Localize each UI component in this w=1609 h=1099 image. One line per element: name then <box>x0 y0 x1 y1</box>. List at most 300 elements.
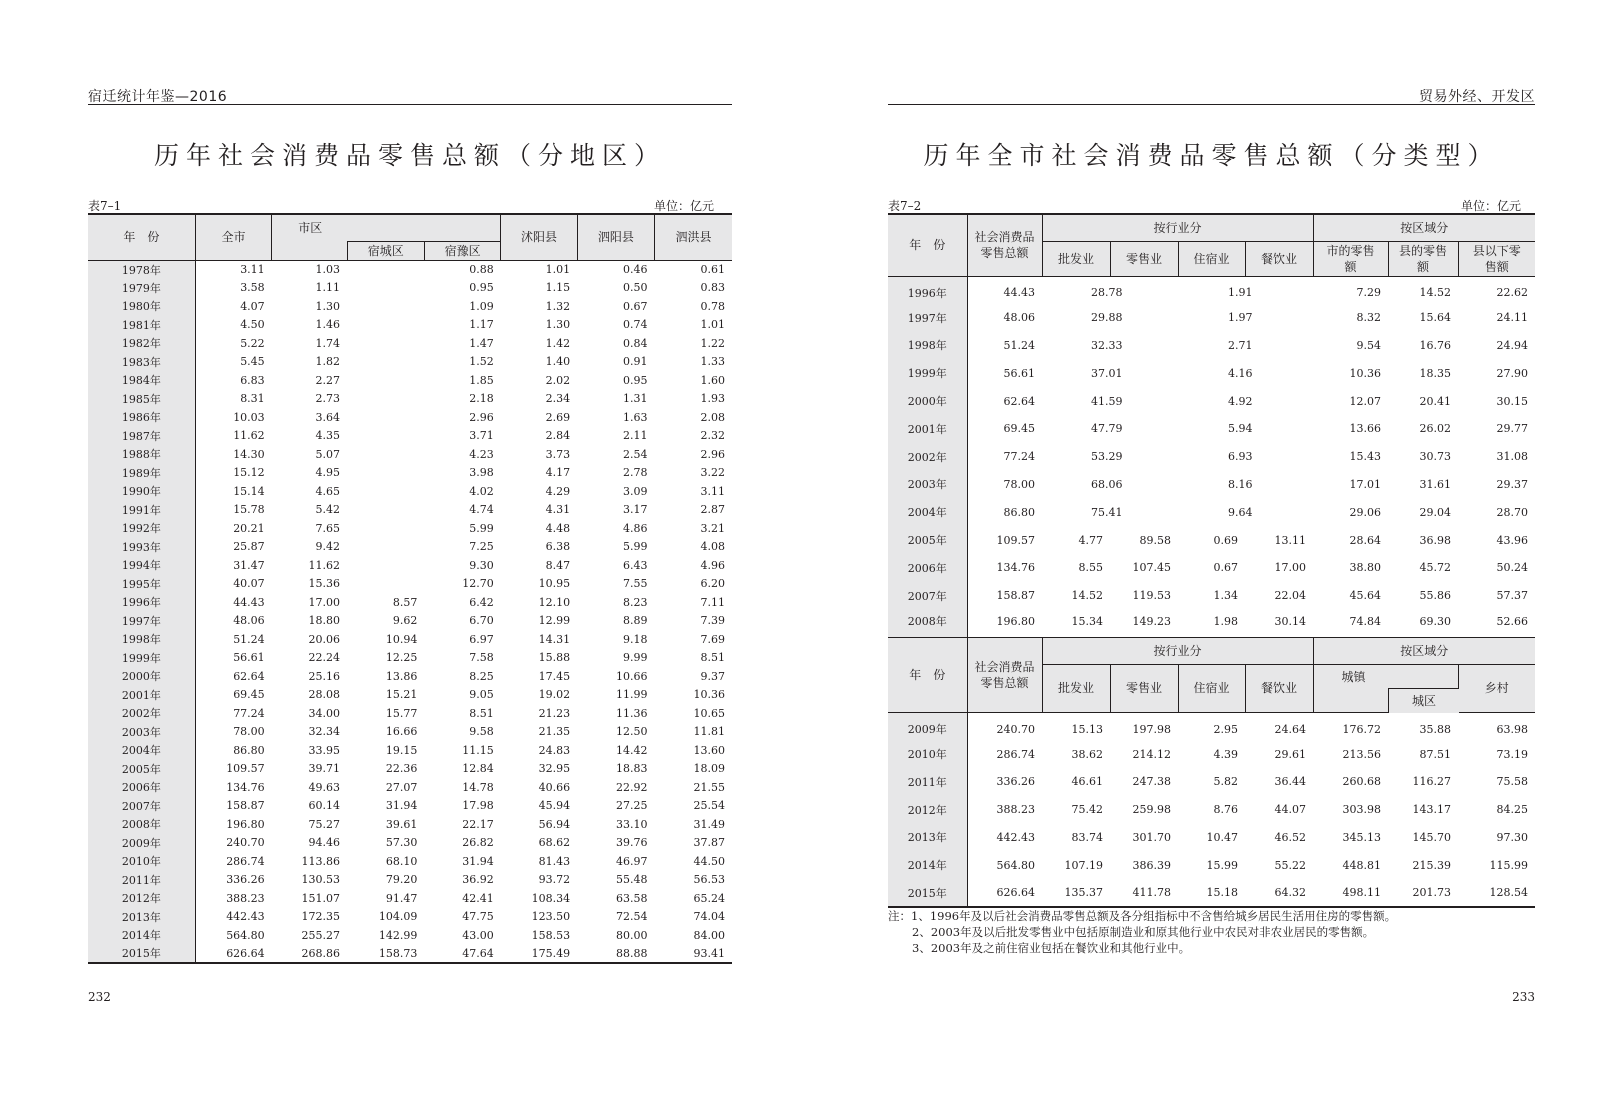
unit-label: 单位：亿元 <box>653 199 714 213</box>
cell-sucheng: 9.62 <box>392 614 418 628</box>
cell-town: 260.68 <box>1342 775 1382 789</box>
page-number: 233 <box>1512 990 1535 1004</box>
cell-sucheng: 158.73 <box>347 945 424 964</box>
cell-retail: 259.98 <box>1132 803 1171 817</box>
cell-retail: 301.70 <box>1132 830 1171 844</box>
cell-city: 10.03 <box>233 410 265 424</box>
cell-county-retail: 36.98 <box>1419 533 1452 547</box>
table-row <box>88 408 732 427</box>
col-header-urban-area-label: 城区 <box>1412 694 1437 709</box>
cell-shuyang: 158.53 <box>531 928 571 942</box>
cell-urban: 34.00 <box>308 706 341 720</box>
table-code: 表7–1 <box>88 199 122 213</box>
col-header-rural: 乡村 <box>1458 664 1535 712</box>
cell-siyang: 0.46 <box>623 263 648 276</box>
cell-sihong: 10.36 <box>693 688 725 702</box>
cell-shuyang: 12.99 <box>538 614 571 628</box>
note-line: 3、2003年及之前住宿业包括在餐饮业和其他行业中。 <box>912 941 1191 955</box>
row-year: 2003年 <box>888 471 967 499</box>
row-year: 2007年 <box>888 582 967 610</box>
cell-total: 240.70 <box>996 722 1035 736</box>
row-year: 2015年 <box>888 879 967 907</box>
cell-town: 498.11 <box>1313 879 1388 907</box>
cell-urban: 28.08 <box>308 688 341 702</box>
row-year: 1999年 <box>888 359 967 387</box>
cell-total: 442.43 <box>996 830 1035 844</box>
cell-retail: 119.53 <box>1132 589 1171 603</box>
cell-urban: 2.73 <box>315 392 341 406</box>
unit-label: 单位：亿元 <box>1460 199 1521 213</box>
cell-urban: 33.95 <box>308 743 341 757</box>
cell-sihong: 0.78 <box>700 299 725 313</box>
row-year: 2012年 <box>88 889 195 908</box>
cell-sucheng: 8.57 <box>392 595 418 609</box>
cell-sihong: 0.61 <box>700 263 725 276</box>
table-row <box>888 824 1535 852</box>
cell-sihong: 7.69 <box>700 632 725 646</box>
cell-shuyang: 56.94 <box>538 817 571 831</box>
cell-shuyang: 2.69 <box>545 410 571 424</box>
col-header-retail: 零售业 <box>1110 241 1178 276</box>
cell-catering: 24.64 <box>1274 722 1307 736</box>
row-year: 1994年 <box>88 556 195 575</box>
cell-shuyang: 4.17 <box>545 466 571 480</box>
cell-total: 336.26 <box>996 775 1035 789</box>
cell-county-retail: 20.41 <box>1419 394 1452 408</box>
cell-suyu: 3.98 <box>469 466 494 480</box>
table-row <box>88 371 732 390</box>
table-row <box>888 415 1535 443</box>
cell-rural: 115.99 <box>1489 858 1529 872</box>
cell-catering: 64.32 <box>1245 879 1313 907</box>
cell-lodging: 0.69 <box>1213 533 1238 547</box>
row-year: 2005年 <box>888 526 967 554</box>
row-year: 2015年 <box>88 945 195 964</box>
cell-below-county: 24.11 <box>1496 311 1529 325</box>
cell-sihong: 1.01 <box>700 318 725 332</box>
cell-county-retail: 45.72 <box>1419 561 1452 575</box>
cell-sucheng: 13.86 <box>385 669 418 683</box>
cell-siyang: 0.84 <box>623 336 648 350</box>
col-header-retail: 零售业 <box>1110 664 1178 712</box>
cell-siyang: 9.18 <box>623 632 648 646</box>
cell-city: 240.70 <box>226 836 265 850</box>
row-year: 1984年 <box>88 371 195 390</box>
row-year: 2009年 <box>88 834 195 853</box>
cell-city-retail: 74.84 <box>1349 614 1382 628</box>
cell-catering: 29.61 <box>1274 747 1307 761</box>
row-year: 1981年 <box>88 316 195 335</box>
cell-city-retail: 29.06 <box>1349 505 1382 519</box>
col-header-county-retail: 县的零售额 <box>1388 241 1458 276</box>
cell-total: 48.06 <box>1003 311 1035 325</box>
cell-siyang: 10.66 <box>616 669 648 683</box>
row-year: 1978年 <box>88 260 195 279</box>
cell-urban: 20.06 <box>308 632 341 646</box>
row-year: 2011年 <box>888 768 967 796</box>
col-header-by-area: 按区域分 <box>1313 637 1535 664</box>
cell-wholesale-retail: 29.88 <box>1091 311 1123 325</box>
cell-lodging: 0.67 <box>1213 561 1238 575</box>
cell-city: 56.61 <box>233 651 265 665</box>
col-header-total: 社会消费品零售总额 <box>967 214 1042 276</box>
table-row <box>88 741 732 760</box>
cell-shuyang: 2.34 <box>545 392 571 406</box>
cell-retail: 247.38 <box>1132 775 1171 789</box>
col-header-catering: 餐饮业 <box>1245 241 1313 276</box>
cell-siyang: 88.88 <box>577 945 654 964</box>
cell-sucheng <box>347 371 424 390</box>
row-year: 1979年 <box>88 279 195 298</box>
cell-city-retail: 17.01 <box>1349 477 1382 491</box>
cell-shuyang: 21.35 <box>538 725 571 739</box>
row-year: 2008年 <box>888 610 967 638</box>
cell-wholesale-retail: 47.79 <box>1091 422 1123 436</box>
cell-wholesale: 15.13 <box>1071 722 1103 736</box>
cell-shuyang: 68.62 <box>538 836 571 850</box>
table-row <box>88 390 732 409</box>
table-row <box>88 427 732 446</box>
cell-suyu: 31.94 <box>462 854 494 868</box>
row-year: 2008年 <box>88 815 195 834</box>
row-year: 2009年 <box>888 712 967 740</box>
col-header-sihong: 泗洪县 <box>655 214 732 260</box>
col-header-sucheng: 宿城区 <box>347 241 424 260</box>
cell-sihong: 21.55 <box>693 780 725 794</box>
table-row <box>88 593 732 612</box>
cell-shuyang: 1.40 <box>545 355 571 369</box>
cell-total: 626.64 <box>967 879 1042 907</box>
col-header-suyu: 宿豫区 <box>424 241 500 260</box>
cell-siyang: 3.09 <box>623 484 648 498</box>
cell-county-retail: 18.35 <box>1419 366 1452 380</box>
cell-siyang: 3.17 <box>623 503 648 517</box>
row-year: 1997年 <box>888 304 967 332</box>
cell-sucheng <box>347 501 424 520</box>
cell-shuyang: 14.31 <box>538 632 571 646</box>
cell-lodging: 15.99 <box>1206 858 1238 872</box>
cell-siyang: 0.67 <box>623 299 648 313</box>
cell-county-retail: 31.61 <box>1419 477 1452 491</box>
cell-retail: 197.98 <box>1132 722 1171 736</box>
cell-urban-area: 201.73 <box>1388 879 1458 907</box>
cell-urban: 5.07 <box>315 447 341 461</box>
cell-siyang: 63.58 <box>616 891 648 905</box>
cell-city: 62.64 <box>233 669 265 683</box>
cell-wholesale: 38.62 <box>1071 747 1103 761</box>
table-row <box>888 443 1535 471</box>
cell-sihong: 9.37 <box>700 669 725 683</box>
cell-suyu: 22.17 <box>462 817 494 831</box>
cell-retail: 214.12 <box>1132 747 1171 761</box>
table-row <box>88 834 732 853</box>
cell-siyang: 0.74 <box>623 318 648 332</box>
cell-wholesale-retail: 37.01 <box>1091 366 1123 380</box>
cell-sihong: 65.24 <box>693 891 725 905</box>
cell-suyu: 2.96 <box>469 410 494 424</box>
cell-below-county: 29.77 <box>1496 422 1529 436</box>
table-row <box>88 945 732 964</box>
cell-rural: 128.54 <box>1458 879 1535 907</box>
cell-sucheng: 22.36 <box>385 762 418 776</box>
cell-city: 5.22 <box>240 336 265 350</box>
cell-below-county: 52.66 <box>1496 614 1529 628</box>
cell-city: 286.74 <box>226 854 265 868</box>
table-row <box>888 554 1535 582</box>
retail-sales-by-region-table <box>88 213 732 964</box>
cell-sihong: 7.11 <box>700 595 725 609</box>
col-header-year: 年 份 <box>888 214 967 276</box>
table-row <box>88 760 732 779</box>
cell-wholesale: 107.19 <box>1064 858 1103 872</box>
cell-siyang: 72.54 <box>616 910 648 924</box>
cell-shuyang: 4.48 <box>545 521 571 535</box>
cell-urban: 39.71 <box>308 762 341 776</box>
row-year: 2010年 <box>888 740 967 768</box>
col-header-siyang: 泗阳县 <box>577 214 654 260</box>
row-year: 1990年 <box>88 482 195 501</box>
cell-lodging: 5.82 <box>1213 775 1238 789</box>
table-row <box>88 334 732 353</box>
cell-shuyang: 45.94 <box>538 799 571 813</box>
cell-city: 442.43 <box>226 910 265 924</box>
cell-siyang: 7.55 <box>623 577 648 591</box>
row-year: 2013年 <box>88 908 195 927</box>
cell-sihong: 3.11 <box>700 484 725 498</box>
cell-sihong: 1.22 <box>700 336 725 350</box>
cell-wholesale-retail: 28.78 <box>1091 286 1123 300</box>
cell-catering: 13.11 <box>1274 533 1307 547</box>
row-year: 2007年 <box>88 797 195 816</box>
cell-suyu: 26.82 <box>462 836 494 850</box>
cell-city-retail: 10.36 <box>1349 366 1382 380</box>
cell-catering: 22.04 <box>1274 589 1307 603</box>
cell-sucheng: 79.20 <box>385 873 418 887</box>
row-year: 1993年 <box>88 538 195 557</box>
cell-total: 86.80 <box>1003 505 1035 519</box>
cell-sucheng <box>347 279 424 298</box>
cell-below-county: 28.70 <box>1496 505 1529 519</box>
table-row <box>88 445 732 464</box>
table-row <box>888 304 1535 332</box>
table-row <box>888 276 1535 304</box>
cell-suyu: 1.85 <box>469 373 494 387</box>
cell-suyu: 47.64 <box>424 945 500 964</box>
cell-urban: 32.34 <box>308 725 341 739</box>
cell-sucheng: 15.77 <box>385 706 418 720</box>
cell-wholesale: 8.55 <box>1078 561 1103 575</box>
cell-sucheng: 68.10 <box>385 854 418 868</box>
cell-sucheng <box>347 519 424 538</box>
table-row <box>88 260 732 279</box>
cell-urban-area: 143.17 <box>1412 803 1452 817</box>
row-year: 1983年 <box>88 353 195 372</box>
cell-sihong: 3.22 <box>700 466 725 480</box>
table-row <box>88 778 732 797</box>
cell-suyu: 42.41 <box>462 891 494 905</box>
cell-suyu: 17.98 <box>462 799 494 813</box>
cell-siyang: 12.50 <box>616 725 648 739</box>
cell-urban: 4.35 <box>315 429 341 443</box>
cell-siyang: 22.92 <box>616 780 648 794</box>
cell-city: 564.80 <box>226 928 265 942</box>
cell-shuyang: 81.43 <box>538 854 571 868</box>
cell-suyu: 12.84 <box>462 762 494 776</box>
row-year: 2004年 <box>888 498 967 526</box>
row-year: 1999年 <box>88 649 195 668</box>
cell-rural: 97.30 <box>1496 830 1529 844</box>
cell-sihong: 44.50 <box>693 854 725 868</box>
cell-lodging: 8.76 <box>1213 803 1238 817</box>
cell-sihong: 0.83 <box>700 281 725 295</box>
cell-suyu: 47.75 <box>462 910 494 924</box>
cell-shuyang: 17.45 <box>538 669 571 683</box>
cell-sucheng <box>347 538 424 557</box>
cell-shuyang: 12.10 <box>538 595 571 609</box>
cell-wholesale-retail: 68.06 <box>1091 477 1123 491</box>
cell-siyang: 33.10 <box>616 817 648 831</box>
row-year: 1998年 <box>88 630 195 649</box>
row-year: 1989年 <box>88 464 195 483</box>
cell-suyu: 14.78 <box>462 780 494 794</box>
cell-lodging-catering: 8.16 <box>1228 477 1253 491</box>
cell-below-county: 22.62 <box>1496 286 1529 300</box>
cell-siyang: 5.99 <box>623 540 648 554</box>
table-row <box>88 538 732 557</box>
cell-town: 345.13 <box>1342 830 1382 844</box>
cell-total: 51.24 <box>1003 338 1035 352</box>
cell-lodging-catering: 4.16 <box>1228 366 1253 380</box>
cell-urban: 151.07 <box>301 891 341 905</box>
cell-below-county: 31.08 <box>1496 450 1529 464</box>
cell-siyang: 80.00 <box>616 928 648 942</box>
cell-city: 6.83 <box>240 373 265 387</box>
page-title: 历年全市社会消费品零售总额（分类型） <box>923 141 1500 170</box>
cell-sucheng <box>347 353 424 372</box>
cell-siyang: 0.91 <box>623 355 648 369</box>
cell-city-retail: 28.64 <box>1349 533 1382 547</box>
cell-siyang: 2.54 <box>623 447 648 461</box>
cell-sucheng <box>347 260 424 279</box>
cell-lodging-catering: 1.91 <box>1228 286 1253 300</box>
col-header-by-industry: 按行业分 <box>1042 637 1313 664</box>
cell-city: 158.87 <box>226 799 265 813</box>
cell-total: 62.64 <box>1003 394 1035 408</box>
table-row <box>88 482 732 501</box>
cell-urban: 1.11 <box>315 281 341 295</box>
cell-wholesale-retail: 32.33 <box>1091 338 1123 352</box>
cell-suyu: 7.58 <box>469 651 494 665</box>
cell-catering: 36.44 <box>1274 775 1307 789</box>
cell-suyu: 8.51 <box>469 706 494 720</box>
col-header-city: 全市 <box>195 214 271 260</box>
cell-shuyang: 8.47 <box>545 558 571 572</box>
table-row <box>88 649 732 668</box>
cell-suyu: 12.70 <box>462 577 494 591</box>
cell-city: 78.00 <box>233 725 265 739</box>
cell-siyang: 46.97 <box>616 854 648 868</box>
cell-sucheng <box>347 390 424 409</box>
cell-wholesale-retail: 75.41 <box>1091 505 1123 519</box>
cell-rural: 63.98 <box>1496 722 1529 736</box>
cell-catering: 30.14 <box>1274 614 1307 628</box>
cell-shuyang: 24.83 <box>538 743 571 757</box>
cell-sucheng: 19.15 <box>385 743 418 757</box>
cell-suyu: 43.00 <box>462 928 494 942</box>
cell-shuyang: 6.38 <box>545 540 571 554</box>
cell-lodging: 4.39 <box>1213 747 1238 761</box>
cell-county-retail: 69.30 <box>1419 614 1452 628</box>
col-header-lodging: 住宿业 <box>1178 664 1245 712</box>
cell-suyu: 11.15 <box>462 743 494 757</box>
cell-catering: 46.52 <box>1274 830 1307 844</box>
table-row <box>88 686 732 705</box>
cell-sihong: 84.00 <box>693 928 725 942</box>
retail-sales-by-type-table <box>888 213 1535 908</box>
cell-suyu: 2.18 <box>469 392 494 406</box>
cell-city: 336.26 <box>226 873 265 887</box>
cell-sucheng: 142.99 <box>378 928 418 942</box>
cell-suyu: 1.52 <box>469 355 494 369</box>
cell-city: 626.64 <box>195 945 271 964</box>
cell-wholesale-retail: 53.29 <box>1091 450 1123 464</box>
cell-city-retail: 15.43 <box>1349 450 1382 464</box>
table-row <box>88 667 732 686</box>
cell-retail: 411.78 <box>1110 879 1178 907</box>
cell-wholesale: 46.61 <box>1071 775 1103 789</box>
cell-siyang: 8.89 <box>623 614 648 628</box>
cell-county-retail: 55.86 <box>1419 589 1452 603</box>
cell-total: 158.87 <box>996 589 1035 603</box>
cell-sihong: 13.60 <box>693 743 725 757</box>
cell-shuyang: 175.49 <box>501 945 577 964</box>
cell-siyang: 8.23 <box>623 595 648 609</box>
cell-city: 8.31 <box>240 392 265 406</box>
row-year: 2000年 <box>88 667 195 686</box>
cell-city-retail: 9.54 <box>1356 338 1382 352</box>
cell-city: 48.06 <box>233 614 265 628</box>
cell-sihong: 11.81 <box>693 725 725 739</box>
row-year: 2006年 <box>888 554 967 582</box>
cell-urban: 25.16 <box>308 669 341 683</box>
cell-city: 15.12 <box>233 466 265 480</box>
cell-urban-area: 35.88 <box>1419 722 1452 736</box>
cell-urban-area: 87.51 <box>1419 747 1452 761</box>
cell-urban: 18.80 <box>308 614 341 628</box>
cell-siyang: 27.25 <box>616 799 648 813</box>
note-line: 2、2003年及以后批发零售业中包括原制造业和原其他行业中农民对非农业居民的零售额。 <box>912 925 1375 939</box>
col-header-by-industry: 按行业分 <box>1042 214 1313 241</box>
cell-wholesale: 15.34 <box>1071 614 1103 628</box>
cell-siyang: 14.42 <box>616 743 648 757</box>
cell-lodging: 1.34 <box>1213 589 1238 603</box>
table-row <box>888 332 1535 360</box>
cell-county-retail: 16.76 <box>1419 338 1452 352</box>
col-header-year: 年 份 <box>88 214 195 260</box>
cell-city: 109.57 <box>226 762 265 776</box>
cell-city: 20.21 <box>233 521 265 535</box>
cell-shuyang: 1.15 <box>545 281 571 295</box>
col-header-town: 城镇 <box>1313 664 1458 712</box>
table-row <box>888 526 1535 554</box>
cell-town: 213.56 <box>1342 747 1382 761</box>
table-row <box>88 353 732 372</box>
cell-city-retail: 13.66 <box>1349 422 1382 436</box>
right-page <box>888 0 1535 1099</box>
cell-urban: 4.65 <box>315 484 341 498</box>
cell-urban: 268.86 <box>272 945 347 964</box>
cell-shuyang: 1.32 <box>545 299 571 313</box>
